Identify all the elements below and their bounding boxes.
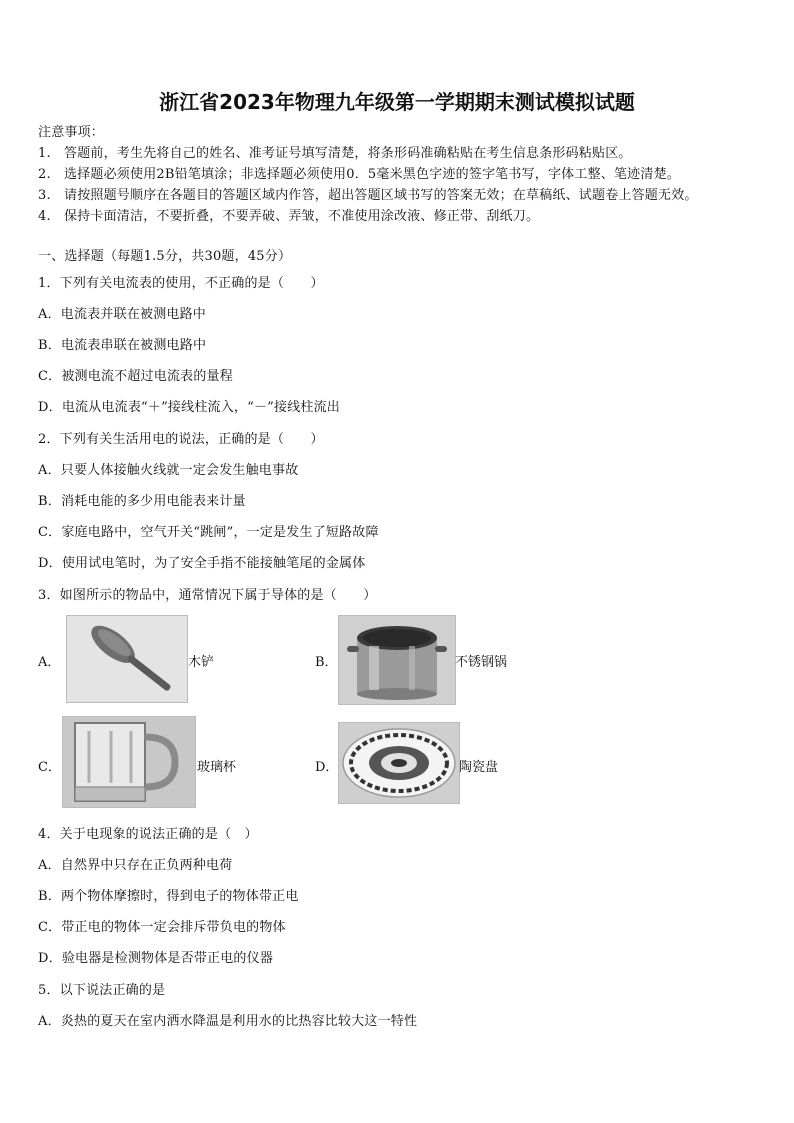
question-stem: 3．如图所示的物品中，通常情况下属于导体的是（ ）	[38, 588, 377, 603]
option-item: B．消耗电能的多少用电能表来计量	[38, 494, 246, 509]
question-stem: 5．以下说法正确的是	[38, 983, 166, 998]
option-letter: D．	[315, 760, 339, 775]
option-item: A．只要人体接触火线就一定会发生触电事故	[38, 463, 299, 478]
option-item: A．炎热的夏天在室内洒水降温是利用水的比热容比较大这一特性	[38, 1014, 418, 1029]
option-item: C．家庭电路中，空气开关“跳闸”，一定是发生了短路故障	[38, 525, 379, 540]
steel-pot-image	[338, 615, 456, 705]
option-caption: 不锈钢锅	[455, 655, 508, 670]
question-stem: 2．下列有关生活用电的说法，正确的是（ ）	[38, 432, 324, 447]
option-caption: 玻璃杯	[197, 760, 237, 775]
option-caption: 木铲	[188, 655, 215, 670]
section-heading: 一、选择题（每题1.5分，共30题，45分）	[38, 249, 292, 264]
option-item: B．两个物体摩擦时，得到电子的物体带正电	[38, 889, 299, 904]
notice-item: 2. 选择题必须使用2B铅笔填涂；非选择题必须使用0．5毫米黑色字迹的签字笔书写，字体工整、笔迹清楚。	[38, 167, 680, 182]
ceramic-plate-image	[338, 722, 460, 804]
notice-item: 4. 保持卡面清洁，不要折叠，不要弄破、弄皱，不准使用涂改液、修正带、刮纸刀。	[38, 209, 540, 224]
option-letter: A．	[38, 655, 61, 670]
option-item: D．电流从电流表“＋”接线柱流入，“－”接线柱流出	[38, 400, 341, 415]
option-item: C．被测电流不超过电流表的量程	[38, 369, 233, 384]
wooden-spatula-image	[66, 615, 188, 703]
notice-item: 3. 请按照题号顺序在各题目的答题区域内作答，超出答题区域书写的答案无效；在草稿纸、试题卷上答题无效。	[38, 188, 698, 203]
option-item: D．验电器是检测物体是否带正电的仪器	[38, 951, 274, 966]
page-title: 浙江省2023年物理九年级第一学期期末测试模拟试题	[159, 90, 635, 114]
option-caption: 陶瓷盘	[459, 760, 499, 775]
option-item: A．自然界中只存在正负两种电荷	[38, 858, 233, 873]
glass-mug-image	[62, 716, 196, 808]
notice-heading: 注意事项：	[38, 125, 105, 140]
option-letter: B．	[315, 655, 338, 670]
option-item: D．使用试电笔时，为了安全手指不能接触笔尾的金属体	[38, 556, 366, 571]
option-item: B．电流表串联在被测电路中	[38, 338, 207, 353]
option-item: A．电流表并联在被测电路中	[38, 307, 206, 322]
option-item: C．带正电的物体一定会排斥带负电的物体	[38, 920, 286, 935]
notice-item: 1. 答题前，考生先将自己的姓名、准考证号填写清楚，将条形码准确粘贴在考生信息条形码粘贴区。	[38, 146, 632, 161]
question-stem: 1．下列有关电流表的使用，不正确的是（ ）	[38, 276, 324, 291]
option-letter: C．	[38, 760, 61, 775]
question-stem: 4．关于电现象的说法正确的是（ ）	[38, 827, 258, 842]
